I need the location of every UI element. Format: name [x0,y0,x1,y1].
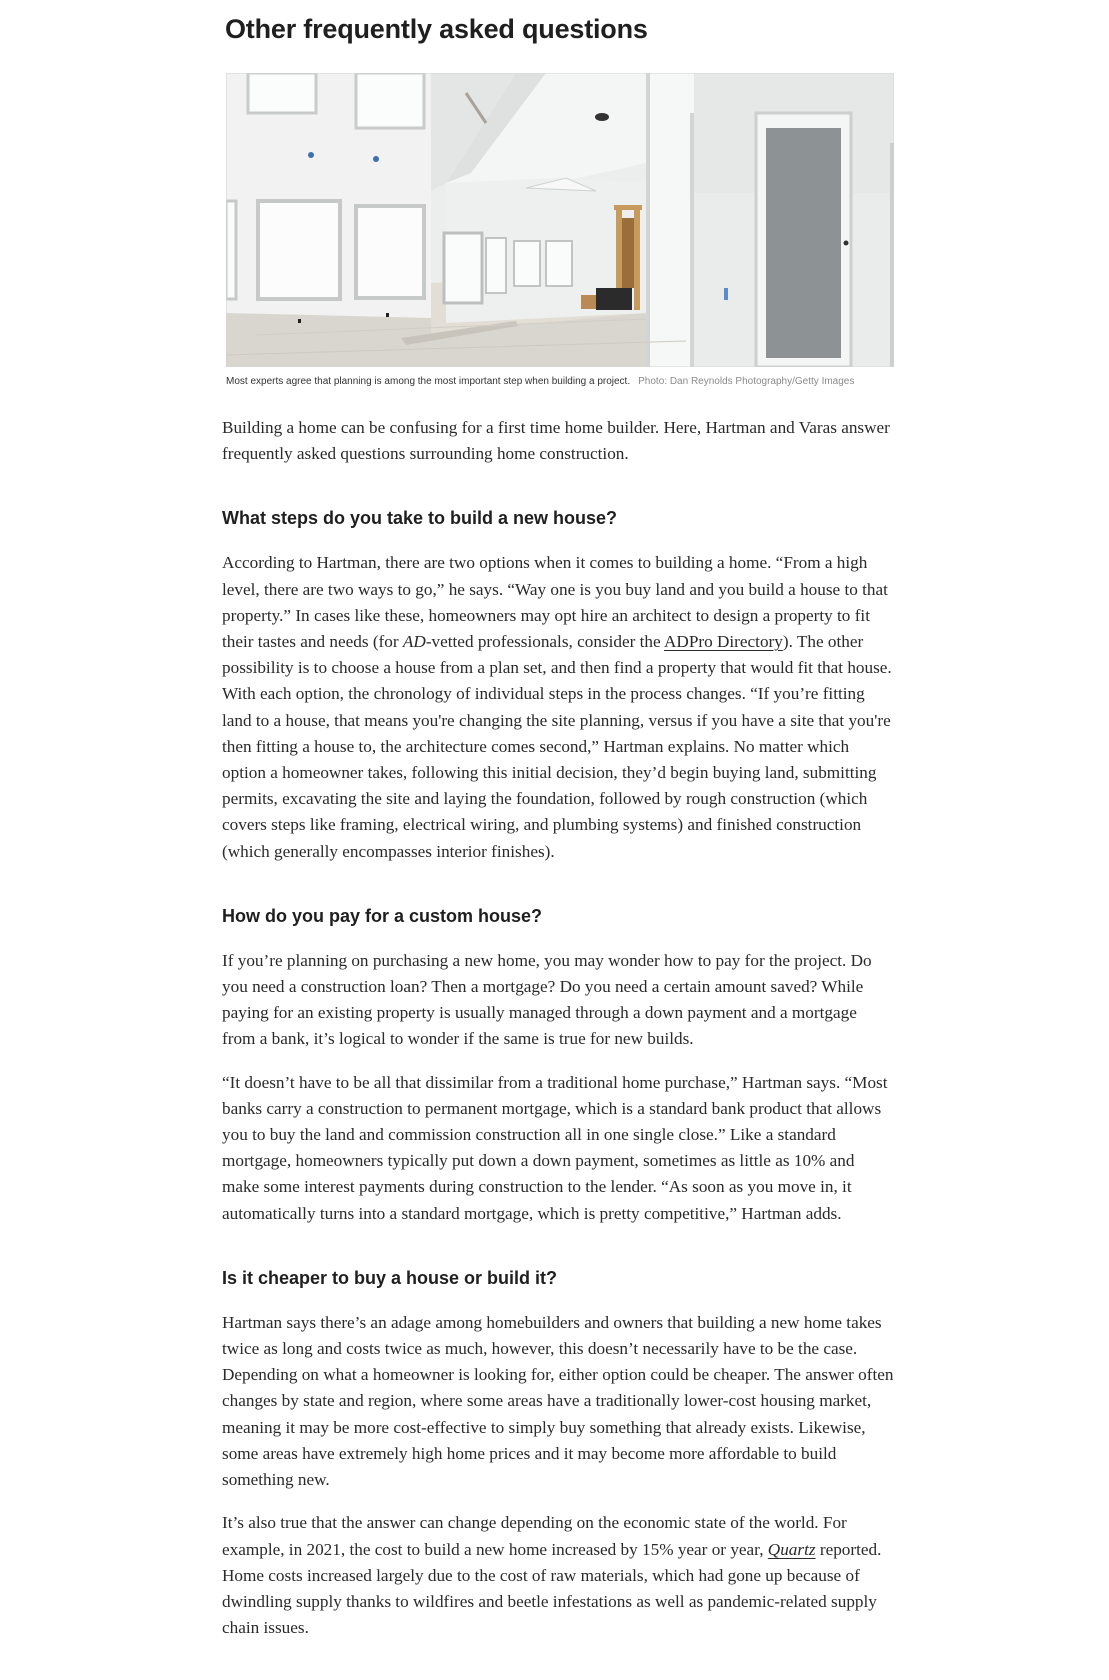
article [222,0,894,1641]
cheaper-paragraph-1: Hartman says there’s an adage among homebuilders and owners that building a new home takes twice as long and costs twice as much, however, this doesn’t necessarily have to be the case. Depending on what a homeowner is looking for, either option could be cheaper. The answer often changes by state and region, where some areas have a traditionally lower-cost housing market, meaning it may be more cost-effective to simply buy something that already exists. Likewise, some areas have extremely high home prices and it may become more affordable to build something new. [222,1312,894,1490]
build-steps-paragraph [222,550,894,864]
cheaper-text-a: It’s also true that the answer can change depending on the economic state of the world. For example, in 2021, the cost to build a new home increased by 15% year or year, [222,1513,847,1559]
photo-caption [226,375,894,389]
photo-credit: Photo: Dan Reynolds Photography/Getty Images [638,376,855,387]
caption-text: Most experts agree that planning is among the most important step when building a project. [226,376,631,387]
build-steps-text-c: ). The other possibility is to choose a house from a plan set, and then find a property that would fit that house. With each option, the chronology of individual steps in the process changes. “If you’re fitting land to a house, that means you're changing the site planning, versus if you have a site that you're then fitting a house to, the architecture comes second,” Hartman explains. No matter which option a homeowner takes, following this initial decision, they’d begin buying land, submitting permits, excavating the site and laying the foundation, followed by rough construction (which covers steps like framing, electrical wiring, and plumbing systems) and finished construction (which generally encompasses interior finishes). [222,632,892,861]
pay-paragraph-1: If you’re planning on purchasing a new home, you may wonder how to pay for the project. Do you need a construction loan? Then a mortgage? Do you need a certain amount saved? While paying for an existing property is usually managed through a down payment and a mortgage from a bank, it’s logical to wonder if the same is true for new builds. [222,950,872,1049]
pay-paragraph-2: “It doesn’t have to be all that dissimilar from a traditional home purchase,” Hartman says. “Most banks carry a construction to permanent mortgage, which is a standard bank product that allows you to buy the land and commission construction all in one single close.” Like a standard mortgage, homeowners typically put down a down payment, sometimes as little as 10% and make some interest payments during construction to the lender. “As soon as you move in, it automatically turns into a standard mortgage, which is pretty competitive,” Hartman adds. [222,1072,888,1223]
question-heading-cheaper: Is it cheaper to buy a house or build it? [222,1267,558,1288]
question-heading-build-steps: What steps do you take to build a new house? [222,508,618,529]
build-steps-text-b: -vetted professionals, consider the [425,632,664,652]
question-heading-pay-custom-house: How do you pay for a custom house? [222,905,543,926]
intro-paragraph: Building a home can be confusing for a first time home builder. Here, Hartman and Varas answer frequently asked questions surrounding home construction. [222,418,890,464]
ad-publication-name: AD [402,632,426,652]
article-figure [226,73,894,389]
build-steps-text-a: According to Hartman, there are two options when it comes to building a home. “From a high level, there are two ways to go,” he says. “Way one is you buy land and you build a house to that property.” In cases like these, homeowners may opt hire an architect to design a property to fit their tastes and needs (for [222,553,888,652]
quartz-link[interactable]: Quartz [767,1539,816,1559]
section-title: Other frequently asked questions [225,14,648,44]
interior-construction-photo [226,73,894,367]
adpro-directory-link[interactable]: ADPro Directory [664,632,783,652]
cheaper-paragraph-2 [222,1510,894,1641]
cheaper-text-b: reported. Home costs increased largely due to the cost of raw materials, which had gone up because of dwindling supply thanks to wildfires and beetle infestations as well as pandemic-related supply chain issues. [222,1539,882,1638]
